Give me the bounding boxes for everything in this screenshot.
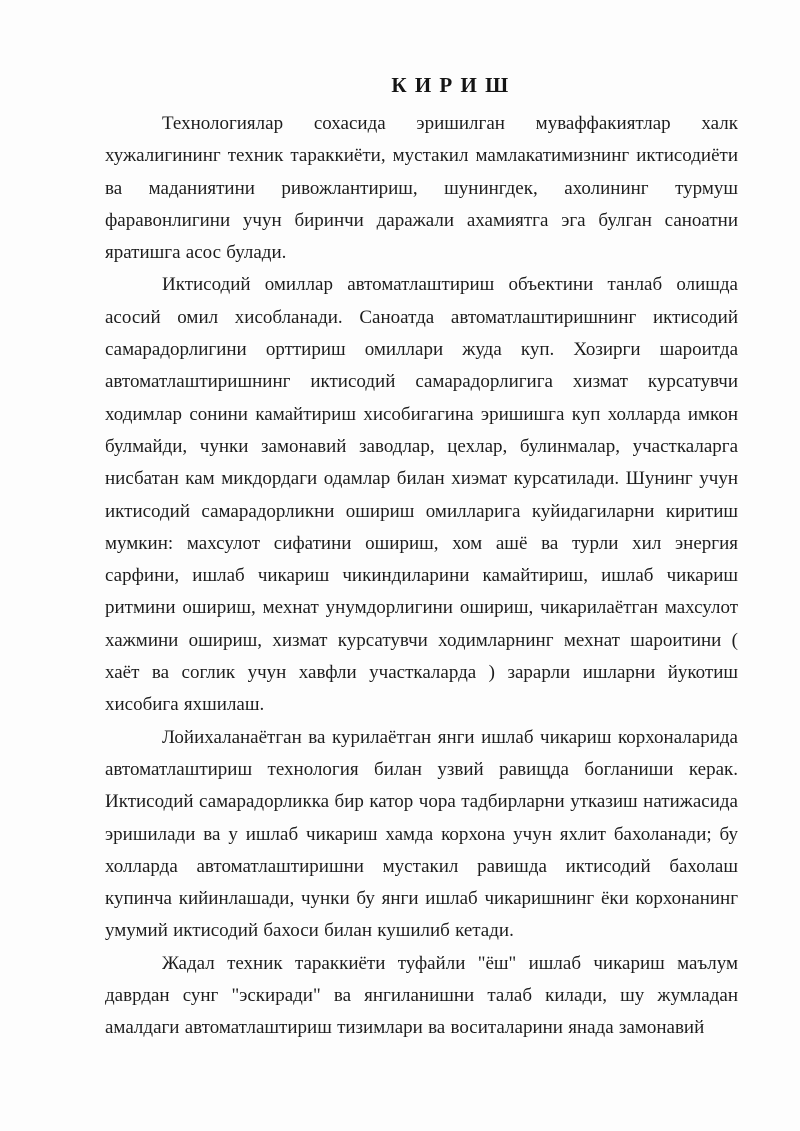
paragraph-new-enterprises: Лойихаланаётган ва курилаётган янги ишлаб чикариш корхоналарида автоматлаштириш технология билан узвий равищда богланиши керак. Иктисодий самарадорликка бир катор чора тадбирларни утказиш натижасида эришилади ва у ишлаб чикариш хамда корхона учун яхлит бахоланади; бу холларда автоматлаштиришни мустакил равишда иктисодий бахолаш купинча кийинлашади, чунки бу янги ишлаб чикаришнинг ёки корхонанинг умумий иктисодий бахоси билан кушилиб кетади. — [105, 726, 738, 942]
page-title: К И Р И Ш — [391, 73, 510, 97]
paragraph-technical-progress: Жадал техник тараккиёти туфайли "ёш" ишлаб чикариш маълум даврдан сунг "эскиради" ва янгиланишни талаб килади, шу жумладан амалдаги автоматлаштириш тизимлари ва воситаларини янада замонавий — [105, 952, 738, 1039]
document-content — [105, 72, 738, 1045]
paragraph-economic-factors: Иктисодий омиллар автоматлаштириш объектини танлаб олишда асосий омил хисобланади. Саноатда автоматлаштиришнинг иктисодий самарадорлигини орттириш омиллари жуда куп. Хозирги шароитда автоматлаштиришнинг иктисодий самарадорлигига хизмат курсатувчи ходимлар сонини камайтириш хисобигагина эришишга куп холларда имкон булмайди, чунки замонавий заводлар, цехлар, булинмалар, участкаларга нисбатан кам микдордаги одамлар билан хиэмат курсатилади. Шунинг учун иктисодий самарадорликни ошириш омилларига куйидагиларни киритиш мумкин: махсулот сифатини ошириш, хом ашё ва турли хил энергия сарфини, ишлаб чикариш чикиндиларини камайтириш, ишлаб чикариш ритмини ошириш, мехнат унумдорлигини ошириш, чикарилаётган махсулот хажмини ошириш, хизмат курсатувчи ходимларнинг мехнат шароитини ( хаёт ва соглик учун хавфли участкаларда ) зарарли ишларни йукотиш хисобига яхшилаш. — [105, 274, 738, 716]
paragraph-intro-technology: Технологиялар сохасида эришилган муваффакиятлар халк хужалигининг техник тараккиёти, мустакил мамлакатимизнинг иктисодиёти ва маданиятини ривожлантириш, шунингдек, ахолининг турмуш фаравонлигини учун биринчи даражали ахамиятга эга булган саноатни яратишга асос булади. — [105, 113, 738, 264]
